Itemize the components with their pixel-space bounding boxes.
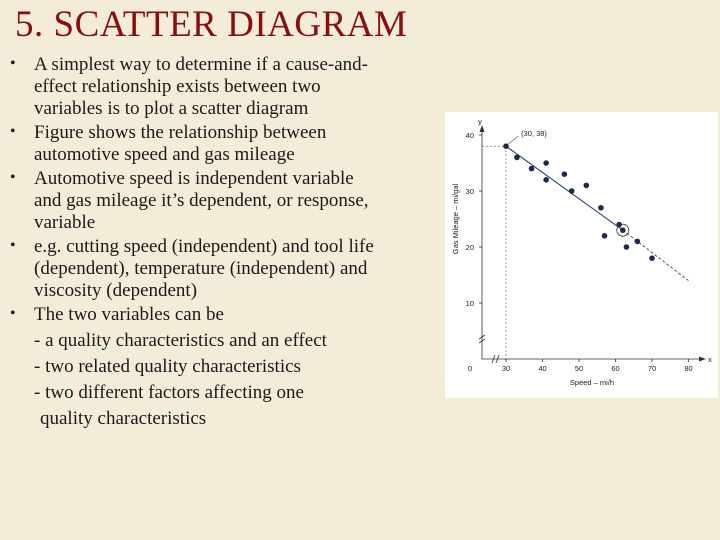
- sub-line: - two related quality characteristics: [34, 356, 301, 377]
- data-point: [543, 177, 549, 183]
- chart-axes: [479, 125, 706, 363]
- y-axis-letter: y: [478, 117, 482, 126]
- bullet-line: effect relationship exists between two: [34, 76, 321, 97]
- y-axis-label: Gas Mileage – mi/gal: [451, 183, 460, 255]
- bullet-line: Automotive speed is independent variable: [34, 168, 354, 189]
- bullet-item: [10, 236, 440, 302]
- sub-line: - a quality characteristics and an effect: [34, 330, 327, 351]
- bullet-line: and gas mileage it’s dependent, or response,: [34, 190, 369, 211]
- trend-line: [506, 146, 623, 230]
- data-point: [529, 166, 535, 172]
- y-tick-label: 20: [465, 243, 474, 252]
- data-point: [602, 233, 608, 239]
- bullet-line: e.g. cutting speed (independent) and tool life: [34, 236, 374, 257]
- bullet-item: [10, 304, 440, 326]
- bullet-dot-icon: •: [10, 305, 16, 322]
- x-tick-label: 80: [684, 364, 693, 373]
- bullet-dot-icon: •: [10, 123, 16, 140]
- y-tick-label: 30: [465, 187, 474, 196]
- x-tick-label: 60: [611, 364, 620, 373]
- data-point: [503, 143, 509, 149]
- bullet-item: [10, 122, 440, 166]
- bullet-line: viscosity (dependent): [34, 280, 198, 301]
- data-point: [569, 188, 575, 194]
- bullet-dot-icon: •: [10, 237, 16, 254]
- data-point: [584, 183, 590, 189]
- data-point: [543, 160, 549, 166]
- x-tick-label: 70: [647, 364, 657, 373]
- chart-marks: [482, 136, 689, 359]
- bullet-line: (dependent), temperature (independent) and: [34, 258, 368, 279]
- trend-line-extension: [623, 230, 689, 280]
- x-axis-label: Speed – mi/h: [569, 378, 615, 387]
- bullet-line: automotive speed and gas mileage: [34, 144, 295, 165]
- y-axis-arrow-icon: [480, 125, 485, 132]
- data-point: [635, 239, 641, 245]
- y-tick-label: 10: [465, 299, 474, 308]
- x-tick-label: 30: [501, 364, 511, 373]
- bullet-line: variable: [34, 212, 96, 233]
- bullet-dot-icon: •: [10, 169, 16, 186]
- bullet-line: variables is to plot a scatter diagram: [34, 98, 309, 119]
- bullet-item: [10, 54, 440, 120]
- x-tick-label: 50: [574, 364, 584, 373]
- data-point: [598, 205, 604, 211]
- sub-line: quality characteristics: [40, 408, 207, 429]
- y-tick-label: 40: [465, 131, 474, 140]
- x-tick-label: 0: [467, 364, 473, 373]
- x-axis-arrow-icon: [699, 357, 706, 362]
- bullet-line: A simplest way to determine if a cause-and-: [34, 54, 368, 75]
- bullet-list: [10, 54, 440, 432]
- annotation-leader: [508, 136, 518, 144]
- scatter-chart: [445, 112, 718, 398]
- data-point: [562, 171, 568, 177]
- sub-line: - two different factors affecting one: [34, 382, 304, 403]
- data-point: [620, 227, 626, 233]
- bullet-line: The two variables can be: [34, 304, 224, 325]
- chart-labels: [451, 117, 712, 387]
- slide-title: 5. SCATTER DIAGRAM: [15, 4, 408, 45]
- scatter-figure: [445, 112, 718, 398]
- data-point: [624, 244, 630, 250]
- data-point: [514, 155, 520, 161]
- bullet-item: [10, 168, 440, 234]
- data-point: [649, 255, 655, 261]
- bullet-line: Figure shows the relationship between: [34, 122, 327, 143]
- x-axis-letter: x: [708, 355, 712, 364]
- x-tick-label: 40: [538, 364, 547, 373]
- bullet-dot-icon: •: [10, 55, 16, 72]
- annotation-label: (30, 38): [521, 129, 547, 139]
